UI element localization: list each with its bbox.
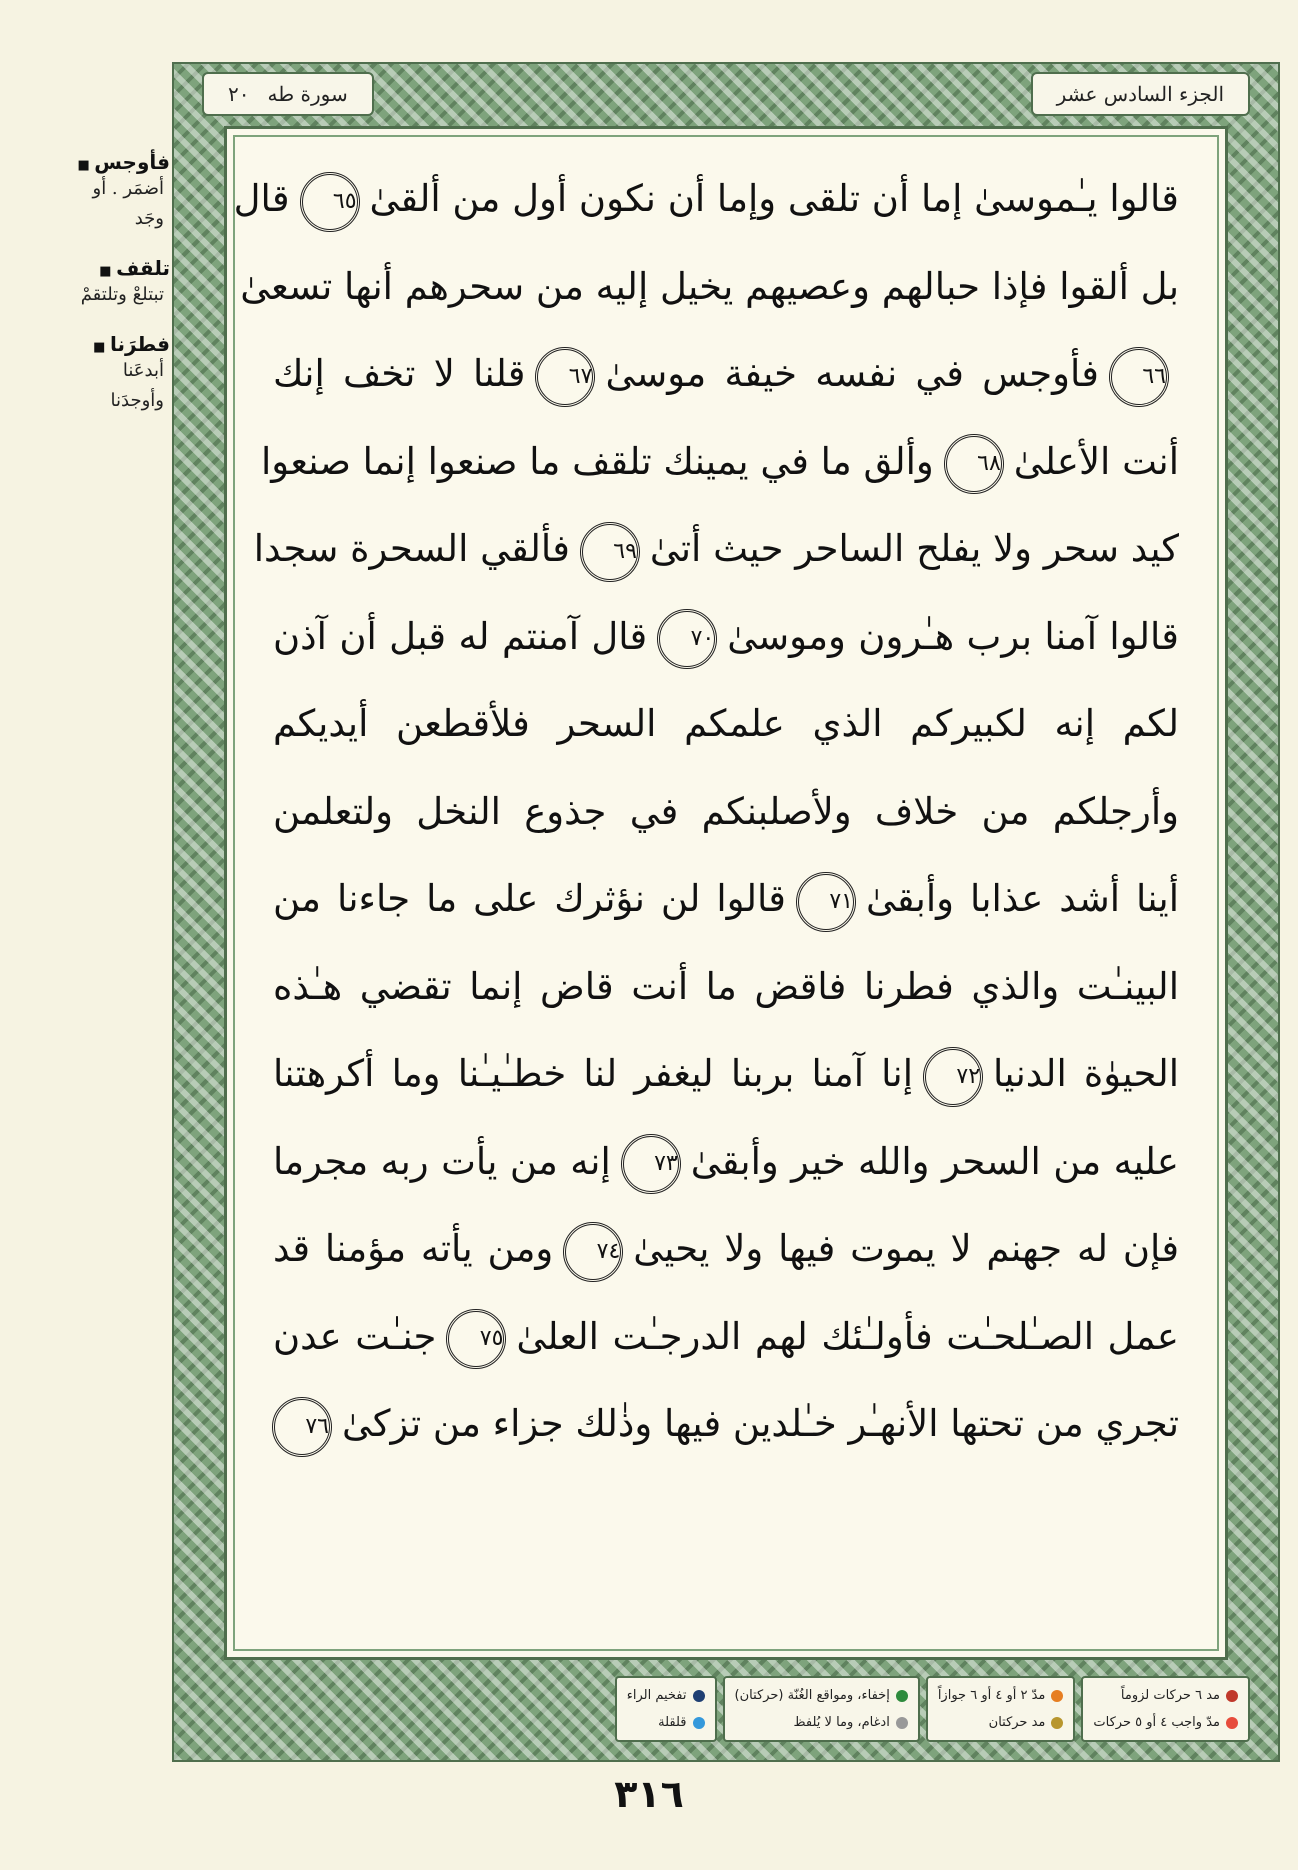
- verse-line: [253, 505, 1179, 593]
- glossary-entry: [20, 150, 170, 234]
- verse-text: عمل الصـٰلحـٰت فأولـٰئك لهم الدرجـٰت العلىٰ: [516, 1314, 1179, 1358]
- legend-group-madd-lazim: [1081, 1676, 1250, 1742]
- legend-label: مد ٦ حركات لزوماً: [1120, 1688, 1220, 1703]
- verse-text: قالوا آمنا برب هـٰرون وموسىٰ: [727, 614, 1179, 658]
- surah-name: سورة طه: [267, 82, 348, 106]
- verse-text: تجري من تحتها الأنهـٰر خـٰلدين فيها وذٰلك جزاء من تزكىٰ: [342, 1402, 1179, 1445]
- verse-line: [240, 243, 1179, 331]
- verse-lines: [233, 155, 1180, 1468]
- legend-label: إخفاء، ومواقع الغُنّة (حركتان): [734, 1688, 890, 1703]
- verse-text: فألقي السحرة سجدا: [253, 527, 570, 570]
- ayah-number-marker: ٧٦: [272, 1397, 332, 1457]
- ayah-number-marker: ٧٣: [621, 1134, 681, 1194]
- legend-item: [1093, 1688, 1238, 1703]
- verse-line: [273, 855, 1179, 943]
- verse-text: وألق ما في يمينك تلقف ما صنعوا إنما صنعوا: [261, 439, 934, 483]
- legend-group-tafkhim: [615, 1676, 717, 1742]
- verse-text: قالوا يـٰموسىٰ إما أن تلقى وإما أن نكون أول من ألقىٰ: [369, 177, 1179, 220]
- glossary-meaning-line: أبدعَنا: [122, 360, 164, 381]
- verse-text: الحيوٰة الدنيا: [993, 1052, 1179, 1095]
- ayah-number-marker: ٧١: [796, 872, 856, 932]
- color-dot-icon: [1226, 1717, 1238, 1729]
- color-dot-icon: [1051, 1717, 1063, 1729]
- legend-item: [735, 1688, 908, 1703]
- verse-line: [273, 1205, 1179, 1293]
- glossary-word: فأوجس ■: [20, 150, 170, 174]
- glossary-word: فطرَنا ■: [20, 332, 170, 356]
- verse-text: قال: [233, 177, 290, 220]
- page-number: ٣١٦: [614, 1772, 684, 1816]
- surah-title-box: [202, 72, 374, 116]
- verse-line: [273, 330, 1179, 418]
- verse-line: [273, 1293, 1179, 1381]
- color-dot-icon: [1226, 1690, 1238, 1702]
- ayah-number-marker: ٦٧: [535, 347, 595, 407]
- verse-text: قال آمنتم له قبل أن آذن: [273, 614, 648, 658]
- legend-item: [735, 1715, 908, 1730]
- verse-line: [261, 418, 1179, 506]
- color-dot-icon: [896, 1717, 908, 1729]
- verse-line: [273, 1380, 1179, 1468]
- verse-line: [273, 768, 1179, 856]
- legend-group-madd-jawaz: [926, 1676, 1076, 1742]
- legend-label: مدّ ٢ أو ٤ أو ٦ جوازاً: [937, 1688, 1046, 1703]
- color-dot-icon: [693, 1690, 705, 1702]
- glossary-meaning-line: وأوجدَنا: [110, 390, 164, 411]
- verse-text: قلنا لا تخف إنك: [273, 352, 526, 395]
- legend-item: [627, 1715, 705, 1730]
- page-header: [202, 70, 1250, 118]
- legend-item: [1093, 1715, 1238, 1730]
- glossary-meaning-line: تبتلعْ وتلتقمْ: [80, 284, 164, 305]
- verse-text: ومن يأته مؤمنا قد: [273, 1227, 554, 1270]
- legend-item: [938, 1688, 1064, 1703]
- verse-line: [273, 1030, 1179, 1118]
- color-dot-icon: [1051, 1690, 1063, 1702]
- verse-line: [273, 1118, 1179, 1206]
- verse-text: كيد سحر ولا يفلح الساحر حيث أتىٰ: [649, 527, 1179, 570]
- verse-text: إنه من يأت ربه مجرما: [273, 1139, 611, 1183]
- verse-text: فإن له جهنم لا يموت فيها ولا يحيىٰ: [633, 1227, 1180, 1270]
- legend-label: مدّ واجب ٤ أو ٥ حركات: [1093, 1715, 1220, 1730]
- legend-label: ادغام، وما لا يُلفظ: [793, 1715, 890, 1730]
- color-dot-icon: [693, 1717, 705, 1729]
- juz-name: الجزء السادس عشر: [1056, 82, 1224, 106]
- margin-glossary: [20, 150, 170, 438]
- verse-text: جنـٰت عدن: [273, 1314, 437, 1358]
- juz-title-box: [1031, 72, 1250, 116]
- glossary-meaning: [20, 280, 164, 310]
- verse-text: لكم إنه لكبيركم الذي علمكم السحر فلأقطعن أيديكم: [273, 702, 1179, 745]
- verse-line: [273, 680, 1179, 768]
- legend-item: [938, 1715, 1064, 1730]
- page-frame: [172, 62, 1280, 1762]
- verse-text: عليه من السحر والله خير وأبقىٰ: [690, 1139, 1179, 1183]
- verse-line: [273, 593, 1179, 681]
- color-dot-icon: [896, 1690, 908, 1702]
- ayah-number-marker: ٦٥: [300, 172, 360, 232]
- legend-label: مد حركتان: [988, 1715, 1046, 1730]
- glossary-word: تلقف ■: [20, 256, 170, 280]
- tajweed-legend: [202, 1676, 1250, 1742]
- legend-item: [627, 1688, 705, 1703]
- glossary-meaning: [20, 356, 164, 416]
- ayah-number-marker: ٦٨: [944, 434, 1004, 494]
- verse-text: فأوجس في نفسه خيفة موسىٰ: [605, 352, 1099, 395]
- verse-line: [273, 943, 1179, 1031]
- verse-text: إنا آمنا بربنا ليغفر لنا خطـٰيـٰنا وما أكرهتنا: [273, 1052, 914, 1095]
- quran-text-panel: [224, 126, 1228, 1660]
- surah-number: ٢٠: [228, 82, 250, 106]
- glossary-entry: [20, 332, 170, 416]
- ayah-number-marker: ٦٦: [1109, 347, 1169, 407]
- verse-text: أنت الأعلىٰ: [1013, 439, 1179, 483]
- verse-text: أينا أشد عذابا وأبقىٰ: [865, 877, 1179, 920]
- verse-line: [233, 155, 1179, 243]
- ayah-number-marker: ٦٩: [580, 522, 640, 582]
- ayah-number-marker: ٧٥: [446, 1309, 506, 1369]
- glossary-meaning-line: أضمَر . أو: [92, 178, 164, 199]
- ayah-number-marker: ٧٢: [923, 1047, 983, 1107]
- glossary-entry: [20, 256, 170, 310]
- verse-text: قالوا لن نؤثرك على ما جاءنا من: [273, 877, 786, 920]
- glossary-meaning-line: وجَد: [134, 208, 164, 229]
- glossary-meaning: [20, 174, 164, 234]
- legend-group-ikhfa: [723, 1676, 920, 1742]
- verse-text: البينـٰت والذي فطرنا فاقض ما أنت قاض إنما تقضي هـٰذه: [273, 964, 1179, 1008]
- verse-text: وأرجلكم من خلاف ولأصلبنكم في جذوع النخل ولتعلمن: [273, 789, 1179, 833]
- verse-text: بل ألقوا فإذا حبالهم وعصيهم يخيل إليه من سحرهم أنها تسعىٰ: [240, 264, 1179, 308]
- ayah-number-marker: ٧٤: [563, 1222, 623, 1282]
- legend-label: تفخيم الراء: [626, 1688, 687, 1703]
- ayah-number-marker: ٧٠: [657, 609, 717, 669]
- legend-label: قلقلة: [658, 1715, 687, 1730]
